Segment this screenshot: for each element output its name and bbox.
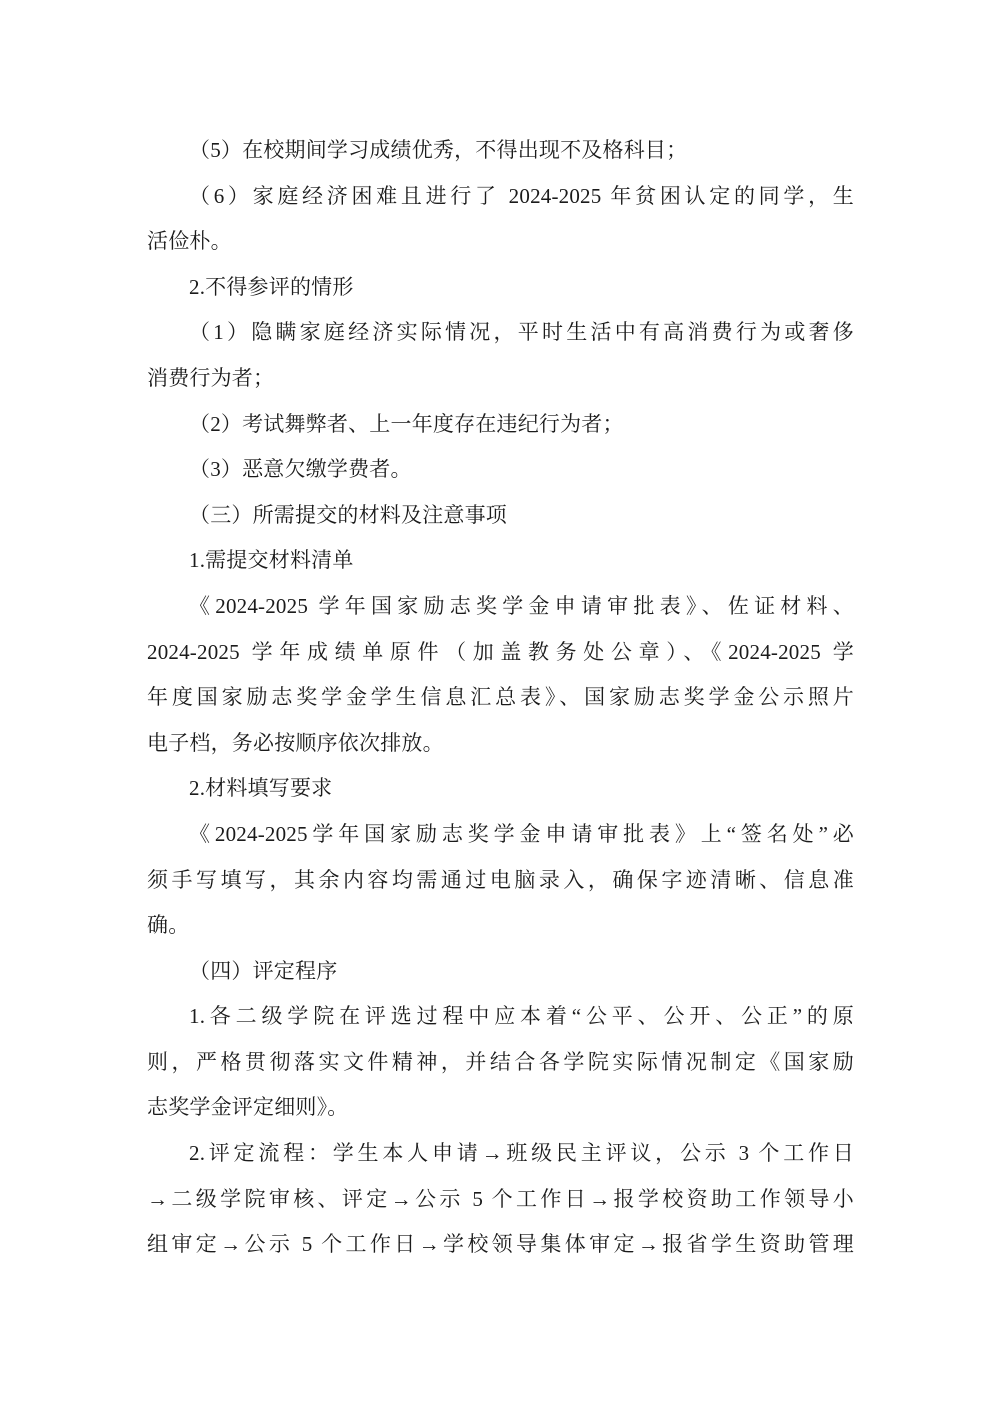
- paragraph: [147, 949, 854, 995]
- text-line: 1.需提交材料清单: [189, 548, 354, 573]
- text-line: 《2024-2025 学年国家励志奖学金申请审批表》、佐证材料、: [189, 593, 854, 618]
- text-line: 2.材料填写要求: [189, 776, 333, 801]
- text-line: →二级学院审核、评定→公示 5 个工作日→报学校资助工作领导小: [147, 1186, 854, 1211]
- text-line: （3）恶意欠缴学费者。: [189, 457, 412, 482]
- text-line: 年度国家励志奖学金学生信息汇总表》、国家励志奖学金公示照片: [147, 685, 854, 710]
- text-line: 则，严格贯彻落实文件精神，并结合各学院实际情况制定《国家励: [147, 1049, 854, 1074]
- text-line: 2.评定流程：学生本人申请→班级民主评议，公示 3 个工作日: [189, 1141, 854, 1166]
- text-line: 1.各二级学院在评选过程中应本着“公平、公开、公正”的原: [189, 1004, 854, 1029]
- text-line: 志奖学金评定细则》。: [147, 1095, 349, 1120]
- paragraph: [147, 310, 854, 401]
- text-line: （四）评定程序: [189, 958, 338, 983]
- paragraph: [147, 994, 854, 1131]
- paragraph: [147, 265, 854, 311]
- paragraph: [147, 447, 854, 493]
- paragraph: [147, 493, 854, 539]
- text-line: （5）在校期间学习成绩优秀，不得出现不及格科目；: [189, 138, 688, 162]
- text-line: （6）家庭经济困难且进行了 2024-2025 年贫困认定的同学，生: [189, 183, 854, 208]
- text-line: 组审定→公示 5 个工作日→学校领导集体审定→报省学生资助管理: [147, 1232, 854, 1257]
- paragraph: [147, 174, 854, 265]
- text-line: 电子档，务必按顺序依次排放。: [147, 730, 444, 755]
- text-line: （三）所需提交的材料及注意事项: [189, 502, 507, 527]
- text-line: 确。: [147, 913, 190, 938]
- text-line: （2）考试舞弊者、上一年度存在违纪行为者；: [189, 411, 624, 436]
- paragraph: [147, 584, 854, 766]
- text-line: （1）隐瞒家庭经济实际情况，平时生活中有高消费行为或奢侈: [189, 320, 854, 345]
- document-text: [147, 128, 854, 1268]
- paragraph: [147, 538, 854, 584]
- text-line: 2024-2025 学年成绩单原件（加盖教务处公章）、《2024-2025 学: [147, 639, 854, 664]
- text-line: 《2024-2025学年国家励志奖学金申请审批表》上“签名处”必: [189, 821, 854, 846]
- paragraph: [147, 1131, 854, 1268]
- text-line: 须手写填写，其余内容均需通过电脑录入，确保字迹清晰、信息准: [147, 867, 854, 892]
- paragraph: [147, 128, 854, 174]
- paragraph: [147, 402, 854, 448]
- paragraph: [147, 812, 854, 949]
- text-line: 活俭朴。: [147, 229, 232, 254]
- text-line: 消费行为者；: [147, 365, 275, 390]
- text-line: 2.不得参评的情形: [189, 274, 354, 299]
- paragraph: [147, 766, 854, 812]
